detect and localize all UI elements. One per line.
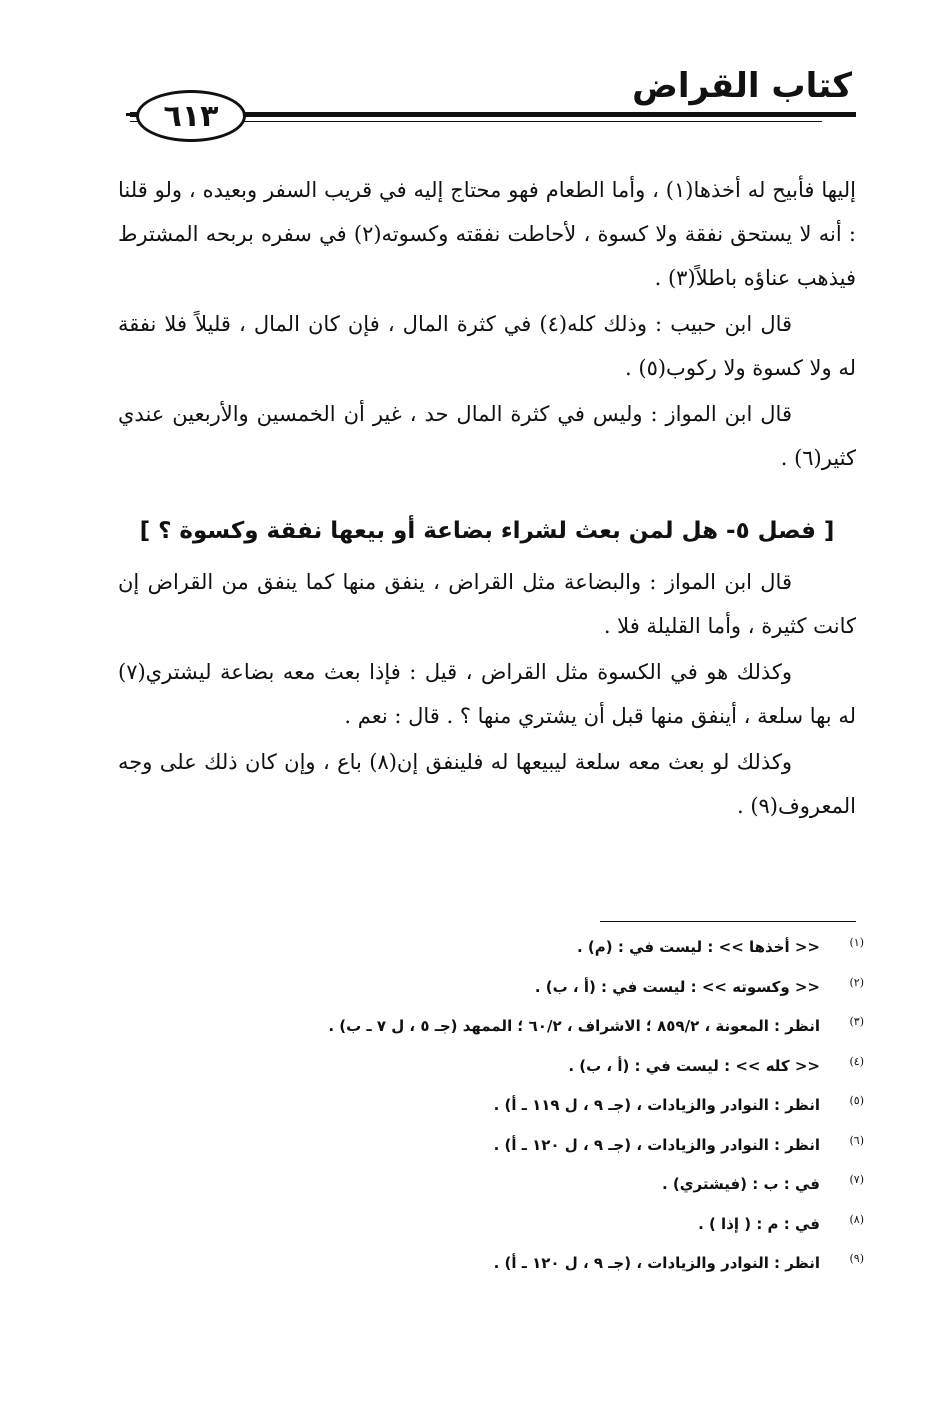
footnote-number: (٣) xyxy=(849,1015,864,1028)
footnote-number: (٤) xyxy=(849,1054,864,1068)
footnote-number: (٩) xyxy=(849,1252,864,1265)
footnotes xyxy=(328,938,864,1294)
footnote-text: انظر : المعونة ، ٨٥٩/٢ ؛ الاشراف ، ٦٠/٢ ؛ الممهد (جـ ٥ ، ل ٧ ـ ب) . xyxy=(328,1017,820,1035)
footnote xyxy=(328,1175,864,1215)
footnote-text: << أخذها >> : ليست في : (م) . xyxy=(577,938,820,956)
footnote-text: في : م : ( إذا ) . xyxy=(698,1214,820,1233)
paragraph: قال ابن المواز : وليس في كثرة المال حد ، غير أن الخمسين والأربعين عندي كثير(٦) . xyxy=(118,402,856,470)
footnote xyxy=(328,938,864,978)
running-header-title: كتاب القراض xyxy=(632,66,852,106)
footnote xyxy=(328,1054,864,1097)
body-text-bottom xyxy=(118,560,856,830)
footnote-number: (٨) xyxy=(849,1212,864,1226)
footnote-number: (٧) xyxy=(849,1173,864,1186)
footnote-number: (١) xyxy=(849,936,864,949)
footnote-text: انظر : النوادر والزيادات ، (جـ ٩ ، ل ١٢٠ ـ أ) . xyxy=(493,1254,820,1272)
paragraph: وكذلك هو في الكسوة مثل القراض ، قيل : فإذا بعث معه بضاعة ليشتري(٧) له بها سلعة ، أينفق منها قبل أن يشتري منها ؟ . قال : نعم . xyxy=(118,660,856,728)
paragraph: قال ابن المواز : والبضاعة مثل القراض ، ينفق منها كما ينفق من القراض إن كانت كثيرة ، وأما القليلة فلا . xyxy=(118,570,856,638)
footnote xyxy=(328,1017,864,1057)
footnote-text: انظر : النوادر والزيادات ، (جـ ٩ ، ل ١٢٠ ـ أ) . xyxy=(493,1135,820,1154)
paragraph: قال ابن حبيب : وذلك كله(٤) في كثرة المال ، فإن كان المال ، قليلاً فلا نفقة له ولا كسوة ولا ركوب(٥) . xyxy=(118,312,856,380)
paragraph: وكذلك لو بعث معه سلعة ليبيعها له فلينفق إن(٨) باع ، وإن كان ذلك على وجه المعروف(٩) . xyxy=(118,750,856,818)
footnote-number: (٦) xyxy=(849,1133,864,1147)
footnote-number: (٥) xyxy=(849,1094,864,1107)
footnote-text: << كله >> : ليست في : (أ ، ب) . xyxy=(568,1056,820,1075)
footnote-number: (٢) xyxy=(849,975,864,989)
footnote-text: << وكسوته >> : ليست في : (أ ، ب) . xyxy=(534,977,820,996)
section-heading: [ فصل ٥- هل لمن بعث لشراء بضاعة أو بيعها نفقة وكسوة ؟ ] xyxy=(139,518,835,544)
footnote xyxy=(328,1254,864,1294)
footnote xyxy=(328,1096,864,1136)
footnote-text: انظر : النوادر والزيادات ، (جـ ٩ ، ل ١١٩ ـ أ) . xyxy=(493,1096,820,1114)
body-text-top xyxy=(118,168,856,482)
page-number-text: ٦١٣ xyxy=(163,98,219,134)
footnote xyxy=(328,1133,864,1176)
paragraph: إليها فأبيح له أخذها(١) ، وأما الطعام فهو محتاج إليه في قريب السفر وبعيده ، ولو قلنا : أنه لا يستحق نفقة ولا كسوة ، لأحاطت نفقته وكسوته(٢) في سفره بربحه المشترط فيذهب عناؤه باطلاً(٣) . xyxy=(118,178,857,290)
footnote xyxy=(328,1212,864,1255)
footnote xyxy=(328,975,864,1018)
footnote-separator xyxy=(600,921,856,922)
footnote-text: في : ب : (فيشتري) . xyxy=(662,1175,820,1193)
page-number xyxy=(136,90,246,142)
